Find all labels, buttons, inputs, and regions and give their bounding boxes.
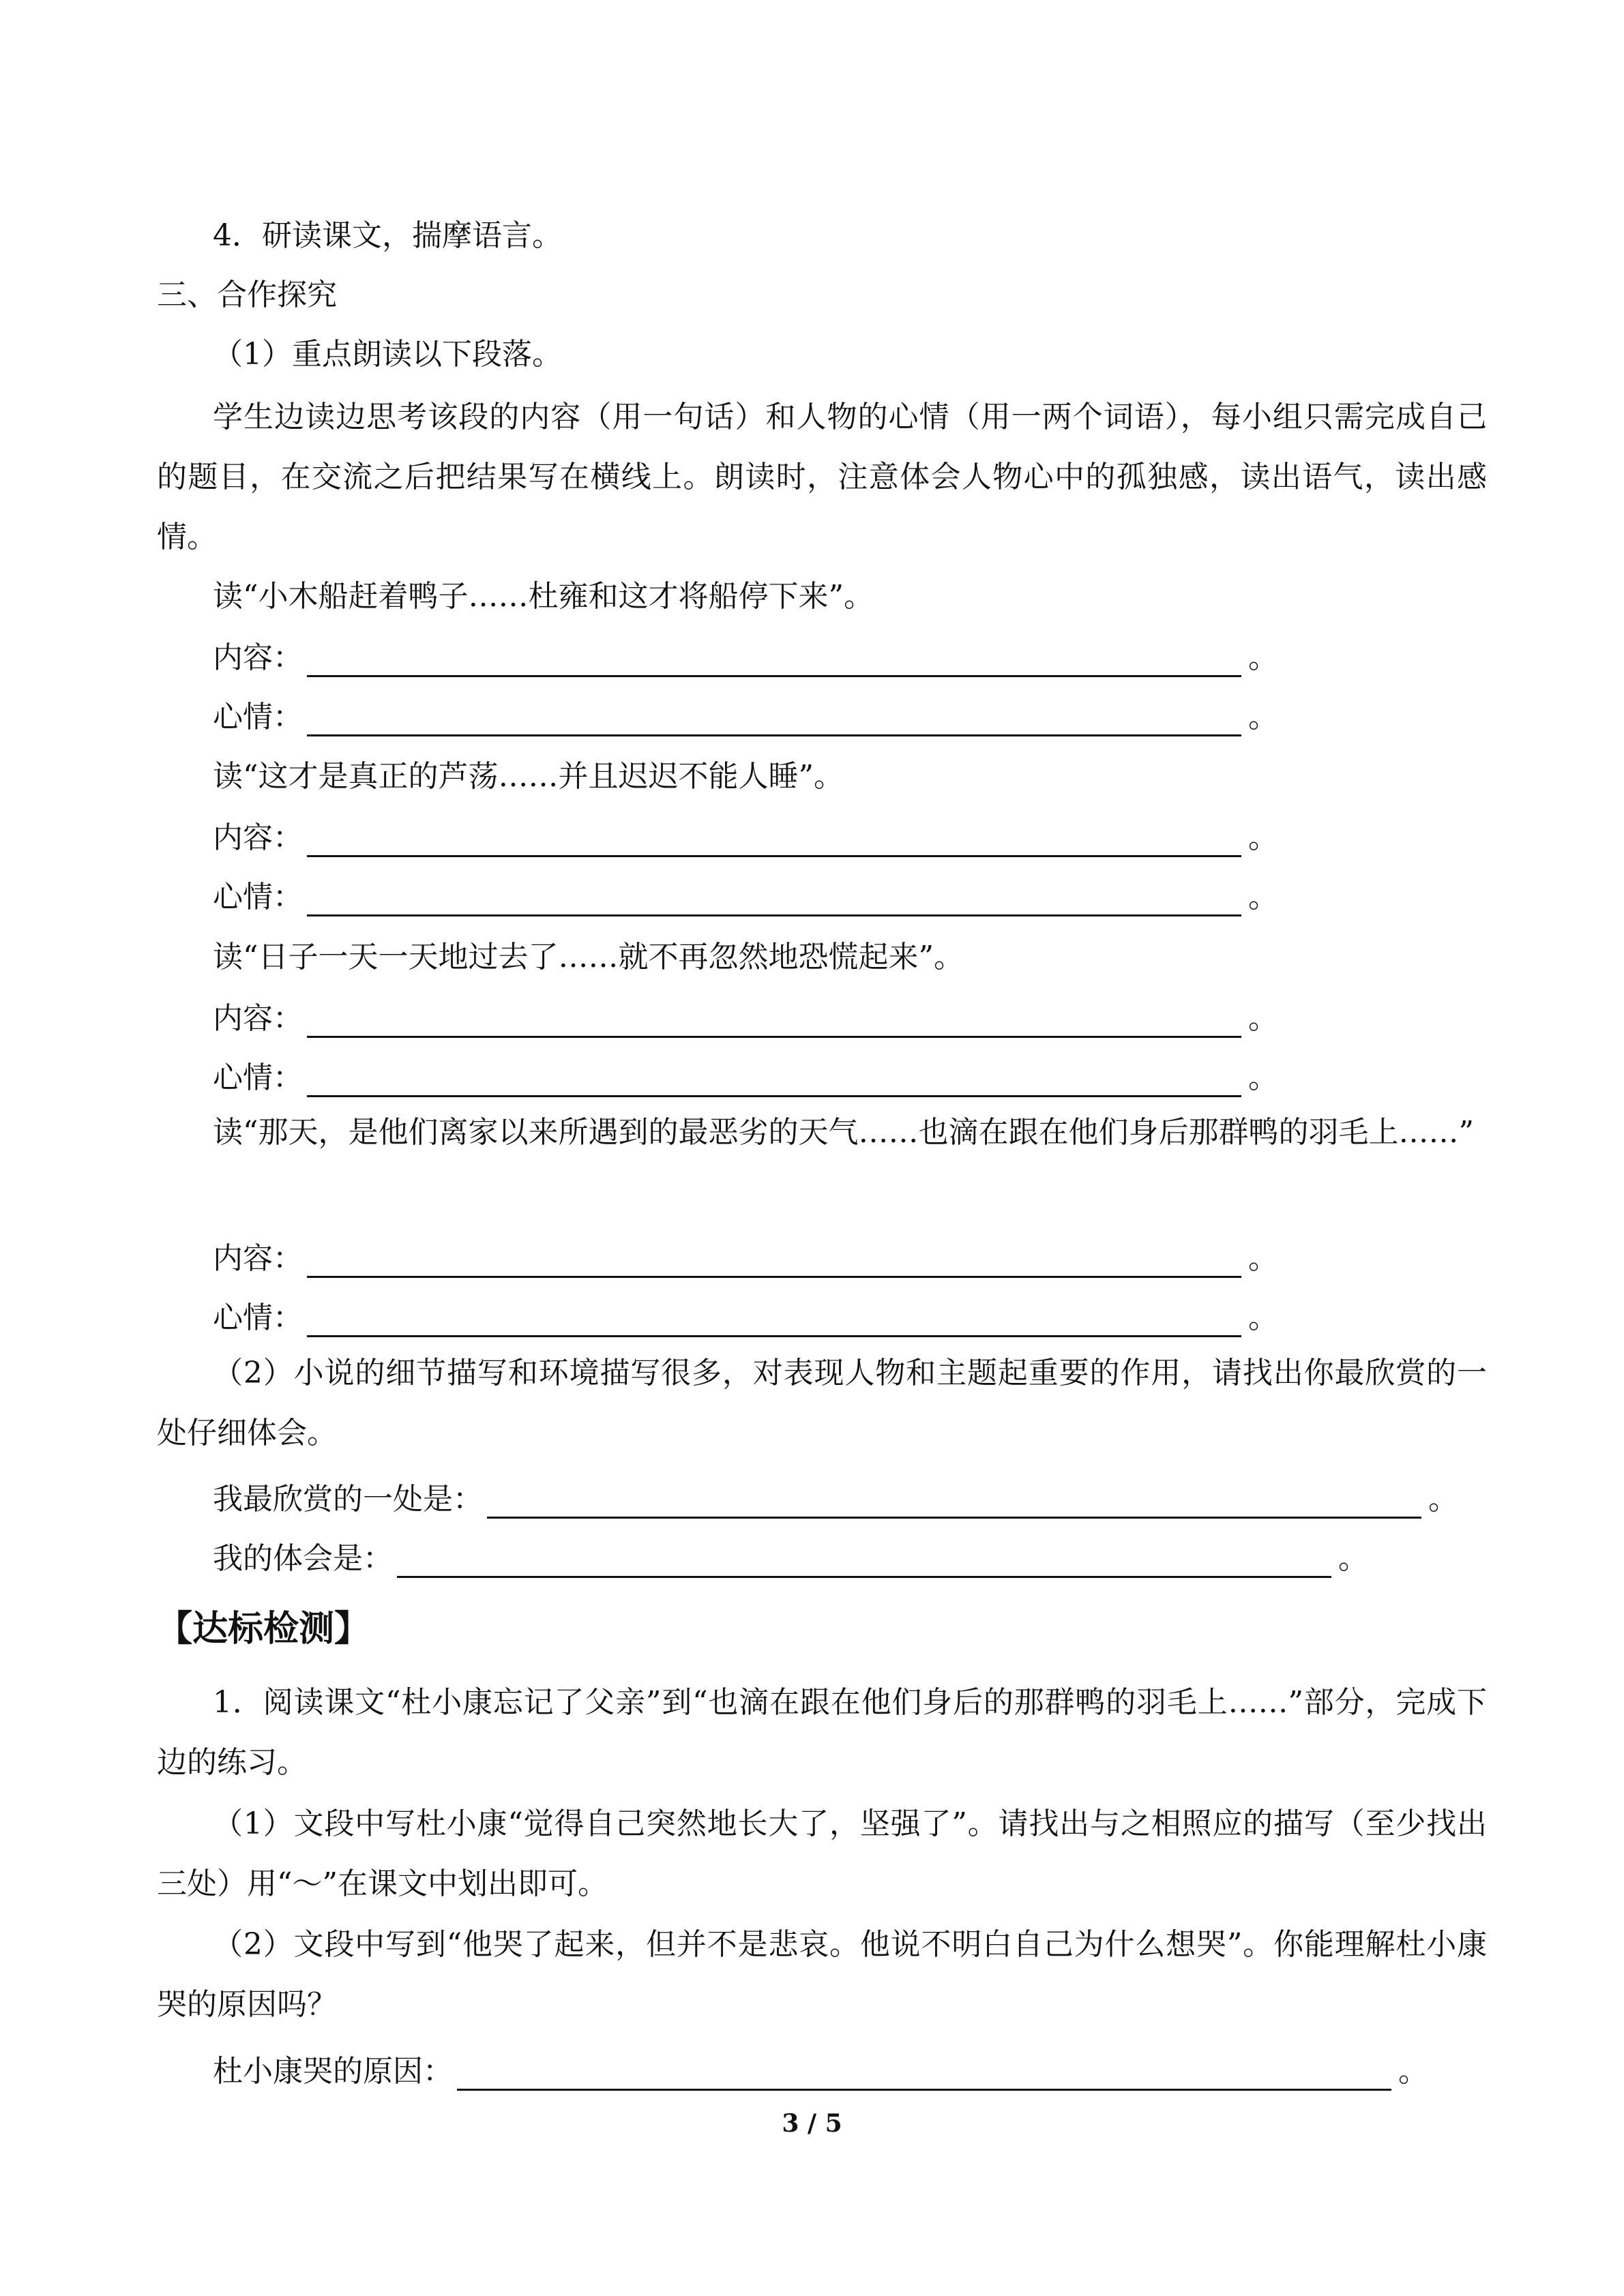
period: 。 [1338,1541,1368,1576]
test-subquestion-2: （2）文段中写到“他哭了起来，但并不是悲哀。他说不明白自己为什么想哭”。你能理解杜小康哭的原因吗？ [157,1927,1487,2022]
reading-4: 读“那天，是他们离家以来所遇到的最恶劣的天气……也滴在跟在他们身后那群鸭的羽毛上……” [213,1115,1474,1150]
answer-blank[interactable] [307,1308,1241,1337]
feeling-row [213,1540,1368,1578]
content-label: 内容： [213,640,303,675]
reason-blank[interactable] [457,2061,1391,2091]
test-question-1: 1．阅读课文“杜小康忘记了父亲”到“也滴在跟在他们身后的那群鸭的羽毛上……”部分，完成下边的练习。 [157,1685,1487,1780]
answer-row [213,1059,1278,1097]
test-heading: 【达标检测】 [157,1608,370,1650]
period: 。 [1398,2054,1428,2089]
mood-label: 心情： [213,880,303,914]
period: 。 [1248,1300,1278,1335]
mood-label: 心情： [213,1300,303,1335]
reading-2: 读“这才是真正的芦荡……并且迟迟不能人睡”。 [213,759,844,794]
answer-row [213,878,1278,916]
period: 。 [1248,1241,1278,1276]
answer-blank[interactable] [307,828,1241,857]
answer-row [213,1240,1278,1278]
content-label: 内容： [213,1241,303,1276]
period: 。 [1428,1482,1458,1517]
page-number: 3 / 5 [782,2109,842,2138]
reading-3: 读“日子一天一天地过去了……就不再忽然地恐慌起来”。 [213,940,964,974]
reason-row [213,2053,1428,2091]
favorite-blank[interactable] [487,1489,1421,1519]
content-label: 内容： [213,1001,303,1036]
answer-blank[interactable] [307,648,1241,677]
feeling-label: 我的体会是： [213,1541,393,1576]
period: 。 [1248,640,1278,675]
period: 。 [1248,700,1278,734]
favorite-row [213,1480,1458,1519]
answer-blank[interactable] [307,1249,1241,1278]
reading-1: 读“小木船赶着鸭子……杜雍和这才将船停下来”。 [213,579,874,614]
answer-blank[interactable] [307,1009,1241,1038]
answer-row [213,819,1278,857]
period: 。 [1248,1060,1278,1095]
content-label: 内容： [213,820,303,855]
favorite-label: 我最欣赏的一处是： [213,1482,483,1517]
answer-row [213,698,1278,736]
question-2: （2）小说的细节描写和环境描写很多，对表现人物和主题起重要的作用，请找出你最欣赏的一处仔细体会。 [157,1356,1487,1450]
question-1: （1）重点朗读以下段落。 [213,337,562,372]
answer-row [213,1299,1278,1337]
section-heading-cooperative-inquiry: 三、合作探究 [157,278,337,312]
answer-blank[interactable] [307,887,1241,916]
mood-label: 心情： [213,700,303,734]
answer-row [213,639,1278,677]
period: 。 [1248,1001,1278,1036]
answer-row [213,1000,1278,1038]
reason-label: 杜小康哭的原因： [213,2054,453,2089]
instruction-paragraph: 学生边读边思考该段的内容（用一句话）和人物的心情（用一两个词语），每小组只需完成自己的题目，在交流之后把结果写在横线上。朗读时，注意体会人物心中的孤独感，读出语气，读出感情。 [157,400,1487,554]
feeling-blank[interactable] [397,1549,1331,1578]
period: 。 [1248,880,1278,914]
period: 。 [1248,820,1278,855]
answer-blank[interactable] [307,1068,1241,1097]
test-subquestion-1: （1）文段中写杜小康“觉得自己突然地长大了，坚强了”。请找出与之相照应的描写（至少找出三处）用“～”在课文中划出即可。 [157,1806,1487,1901]
mood-label: 心情： [213,1060,303,1095]
step-4: 4．研读课文，揣摩语言。 [213,218,562,253]
answer-blank[interactable] [307,707,1241,736]
